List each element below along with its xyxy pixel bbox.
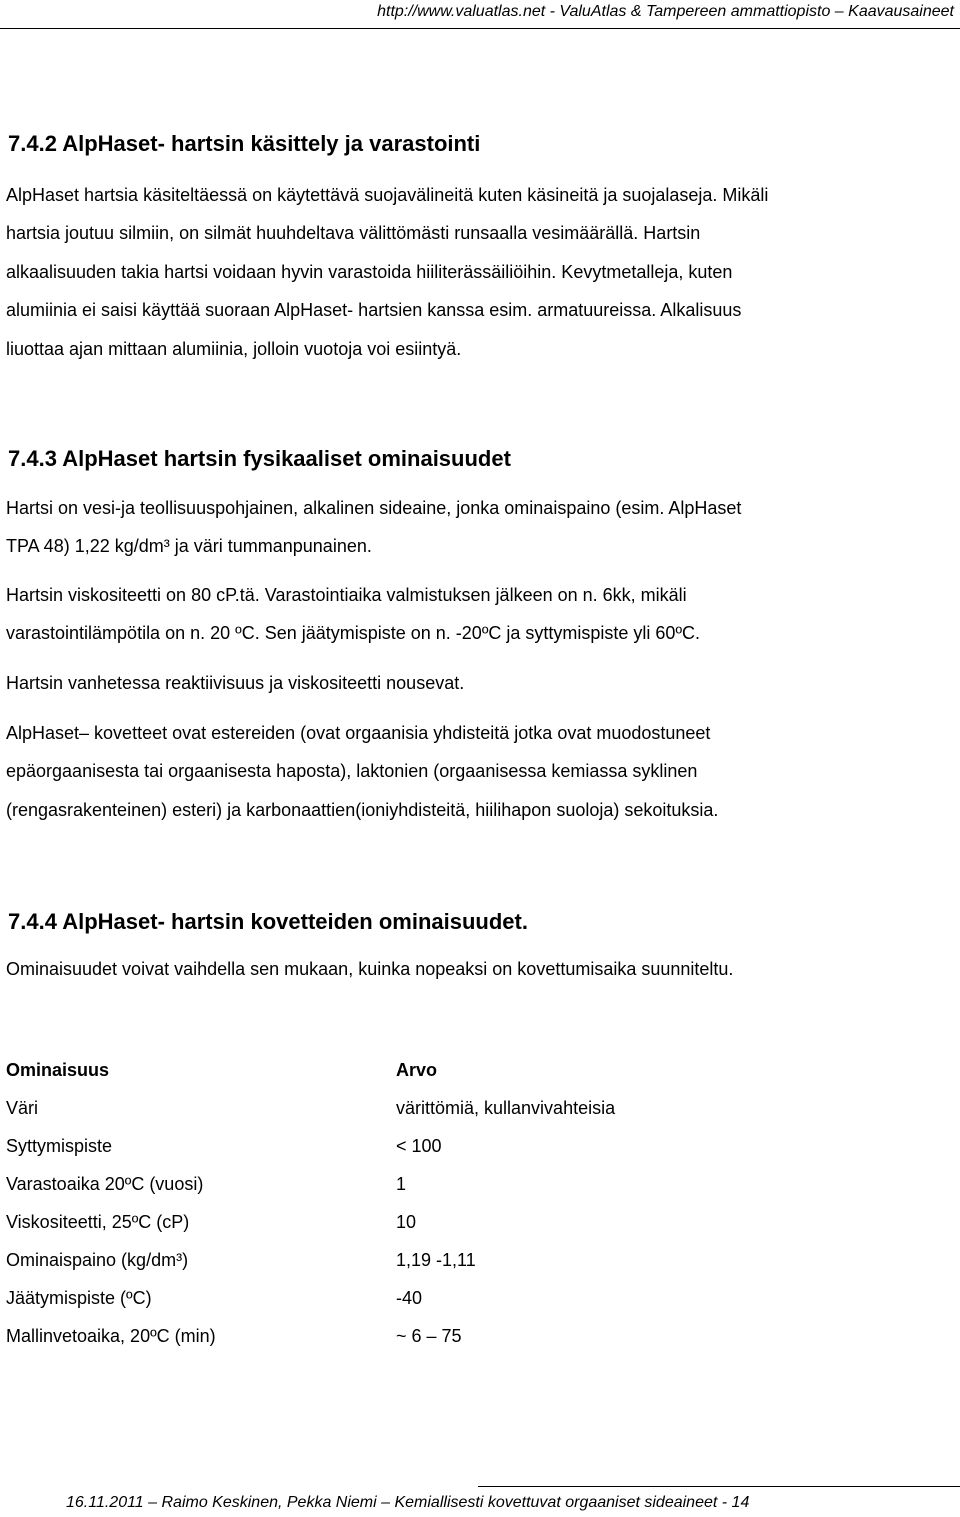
section-title-7-4-3: 7.4.3 AlpHaset hartsin fysikaaliset ominaisuudet bbox=[8, 446, 511, 471]
table-cell-value: -40 bbox=[396, 1288, 423, 1308]
paragraph-viscosity-storage bbox=[6, 576, 700, 653]
page-footer: 16.11.2011 – Raimo Keskinen, Pekka Niemi – Kemiallisesti kovettuvat orgaaniset sideaineet - 14 bbox=[66, 1494, 750, 1511]
table-cell-property: Jäätymispiste (ºC) bbox=[6, 1288, 152, 1308]
text-line: Ominaisuudet voivat vaihdella sen mukaan, kuinka nopeaksi on kovettumisaika suunniteltu. bbox=[6, 959, 734, 979]
text-line: hartsia joutuu silmiin, on silmät huuhdeltava välittömästi runsaalla vesimäärällä. Hartsin bbox=[6, 223, 701, 244]
text-line: alumiinia ei saisi käyttää suoraan AlpHaset- hartsien kanssa esim. armatuureissa. Alkalisuus bbox=[6, 300, 742, 321]
table-header-value: Arvo bbox=[396, 1060, 438, 1080]
text-line: AlpHaset hartsia käsiteltäessä on käytettävä suojavälineitä kuten käsineitä ja suojalaseja. Mikäli bbox=[6, 185, 769, 205]
table-cell-value: 1,19 -1,11 bbox=[396, 1250, 476, 1270]
text-line: Hartsin vanhetessa reaktiivisuus ja viskositeetti nousevat. bbox=[6, 673, 465, 693]
paragraph-hardeners bbox=[6, 714, 718, 829]
section-title-7-4-4: 7.4.4 AlpHaset- hartsin kovetteiden ominaisuudet. bbox=[8, 909, 528, 934]
text-line: TPA 48) 1,22 kg/dm³ ja väri tummanpunainen. bbox=[6, 536, 372, 557]
text-line: AlpHaset– kovetteet ovat estereiden (ovat orgaanisia yhdisteitä jotka ovat muodostuneet bbox=[6, 723, 711, 743]
text-line: varastointilämpötila on n. 20 ºC. Sen jäätymispiste on n. -20ºC ja syttymispiste yli 60ºC. bbox=[6, 623, 701, 644]
paragraph-handling-storage bbox=[6, 176, 768, 368]
text-line: Hartsi on vesi-ja teollisuuspohjainen, alkalinen sideaine, jonka ominaispaino (esim. AlpHaset bbox=[6, 498, 742, 518]
paragraph-hardener-properties bbox=[6, 950, 733, 988]
table-cell-property: Syttymispiste bbox=[6, 1136, 113, 1156]
text-line: (rengasrakenteinen) esteri) ja karbonaattien(ioniyhdisteitä, hiilihapon suoloja) sekoituksia. bbox=[6, 799, 719, 820]
table-cell-property: Mallinvetoaika, 20ºC (min) bbox=[6, 1326, 216, 1346]
table-cell-value: 1 bbox=[396, 1174, 407, 1194]
text-line: alkaalisuuden takia hartsi voidaan hyvin varastoida hiiliterässäiliöihin. Kevytmetalleja, kuten bbox=[6, 261, 733, 282]
table-cell-property: Varastoaika 20ºC (vuosi) bbox=[6, 1174, 204, 1194]
text-line: Hartsin viskositeetti on 80 cP.tä. Varastointiaika valmistuksen jälkeen on n. 6kk, mikäli bbox=[6, 585, 687, 605]
page-header: http://www.valuatlas.net - ValuAtlas & Tampereen ammattiopisto – Kaavausaineet bbox=[377, 3, 954, 20]
table-cell-property: Väri bbox=[6, 1098, 39, 1118]
text-line: epäorgaanisesta tai orgaanisesta haposta), laktonien (orgaanisessa kemiassa syklinen bbox=[6, 761, 698, 782]
table-header-property: Ominaisuus bbox=[6, 1060, 110, 1080]
table-cell-value: ~ 6 – 75 bbox=[396, 1326, 462, 1346]
text-line: liuottaa ajan mittaan alumiinia, jolloin vuotoja voi esiintyä. bbox=[6, 338, 462, 359]
table-cell-value: < 100 bbox=[396, 1136, 442, 1156]
header-divider bbox=[0, 28, 960, 29]
footer-divider bbox=[478, 1486, 960, 1487]
table-cell-property: Ominaispaino (kg/dm³) bbox=[6, 1250, 189, 1270]
table-cell-value: värittömiä, kullanvivahteisia bbox=[396, 1098, 616, 1118]
paragraph-resin-description bbox=[6, 489, 741, 566]
section-title-7-4-2: 7.4.2 AlpHaset- hartsin käsittely ja varastointi bbox=[8, 131, 481, 156]
table-cell-value: 10 bbox=[396, 1212, 417, 1232]
paragraph-aging bbox=[6, 664, 464, 702]
table-cell-property: Viskositeetti, 25ºC (cP) bbox=[6, 1212, 190, 1232]
